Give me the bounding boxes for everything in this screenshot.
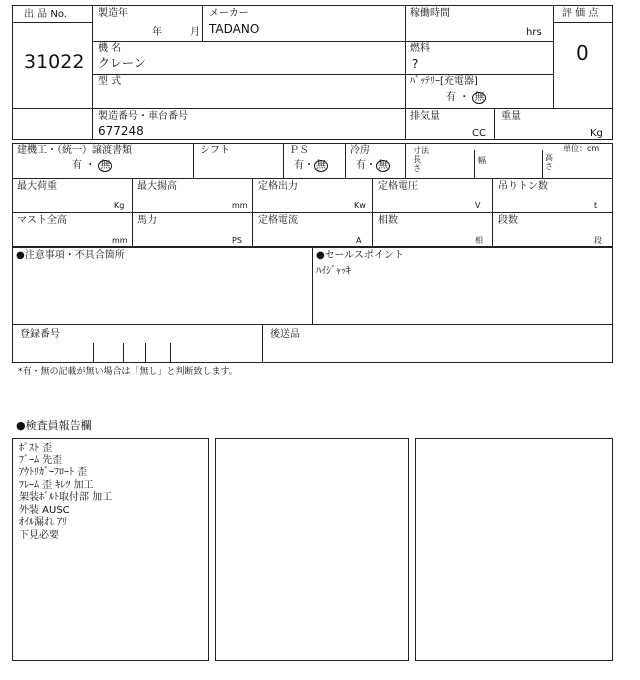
rated-voltage-unit: V [475, 201, 481, 210]
horsepower-label: 馬力 [137, 215, 157, 226]
inspector-line: 外装 AUSC [19, 505, 70, 516]
maker-value: TADANO [209, 22, 260, 36]
model-name-label: 機 名 [98, 43, 122, 54]
rating-label: 評 価 点 [562, 8, 599, 19]
dimensions-label: 寸法 [413, 146, 429, 155]
inspector-line: ﾎﾟｽﾄ 歪 [19, 443, 53, 454]
rated-voltage-label: 定格電圧 [378, 181, 418, 192]
divider [145, 343, 146, 363]
divider [405, 108, 406, 140]
serial-label: 製造番号・車台番号 [98, 111, 188, 122]
dimensions-width: 幅 [478, 156, 486, 165]
inspector-line: 下見必要 [19, 530, 59, 541]
hours-label: 稼働時間 [410, 8, 450, 19]
stages-label: 段数 [498, 215, 518, 226]
stages-unit: 段 [594, 236, 602, 245]
manufacture-month-unit: 月 [190, 27, 200, 38]
divider [170, 343, 171, 363]
divider [494, 108, 495, 140]
fuel-label: 燃料 [410, 43, 430, 54]
mast-height-label: マスト全高 [17, 215, 67, 226]
divider [405, 143, 406, 178]
notes-label: ●注意事項・不具合箇所 [16, 250, 125, 261]
displacement-label: 排気量 [410, 111, 440, 122]
battery-label: ﾊﾞｯﾃﾘｰ[充電器] [410, 76, 478, 87]
divider [252, 178, 253, 247]
ac-no-circled: 無 [378, 160, 388, 171]
ps-label: ＰＳ [289, 145, 309, 156]
divider [405, 5, 406, 108]
dimensions-unit-note: 単位：cm [563, 144, 600, 153]
mast-height-unit: mm [112, 236, 128, 245]
divider [92, 74, 553, 75]
ac-options [356, 160, 390, 172]
ac-yes: 有 [356, 160, 366, 171]
max-load-unit: Kg [114, 201, 125, 210]
divider [345, 143, 346, 178]
max-load-label: 最大荷重 [17, 181, 57, 192]
ps-no-circled: 無 [316, 160, 326, 171]
battery-yes: 有 [446, 92, 456, 103]
divider [132, 178, 133, 247]
sales-value: ﾊｲｼﾞｬｯｷ [316, 266, 351, 277]
rated-current-label: 定格電流 [258, 215, 298, 226]
shipping-label: 後送品 [270, 329, 300, 340]
divider [553, 5, 554, 108]
battery-no-circled: 無 [474, 92, 485, 103]
dimensions-length: 長さ [413, 155, 421, 173]
battery-options [446, 92, 486, 104]
hours-unit: hrs [526, 27, 542, 38]
fuel-value: ? [412, 57, 419, 71]
weight-label: 重量 [501, 111, 521, 122]
ac-dot: ・ [366, 160, 376, 171]
ac-label: 冷房 [350, 145, 370, 156]
inspector-line: ｱｳﾄﾘｶﾞｰﾌﾛｰﾄ 歪 [19, 467, 88, 478]
divider [283, 143, 284, 178]
divider [92, 5, 93, 108]
rated-current-unit: A [356, 236, 362, 245]
divider [92, 41, 553, 42]
ps-yes: 有 [294, 160, 304, 171]
phase-unit: 相 [475, 236, 483, 245]
manufacture-label: 製造年 [98, 8, 128, 19]
manufacture-year-unit: 年 [152, 27, 162, 38]
divider [12, 178, 613, 179]
ps-dot: ・ [304, 160, 314, 171]
dimensions-height: 高さ [545, 153, 553, 171]
divider [262, 324, 263, 363]
transfer-doc-label: 建機工・（統一）譲渡書類 [17, 145, 132, 156]
lift-tonnage-label: 吊りトン数 [498, 181, 548, 192]
divider [93, 343, 94, 363]
divider [123, 343, 124, 363]
rated-output-label: 定格出力 [258, 181, 298, 192]
transfer-doc-no-circled: 無 [100, 160, 111, 171]
inspector-line: ｵｲﾙ漏れ ｱﾘ [19, 517, 68, 528]
transfer-doc-yes: 有 [72, 160, 82, 171]
divider [12, 22, 92, 23]
max-lift-height-unit: mm [232, 201, 248, 210]
spec-frame [12, 143, 613, 247]
maker-label: メーカー [209, 8, 249, 19]
divider [92, 108, 93, 140]
shift-label: シフト [200, 145, 230, 156]
battery-dot: ・ [459, 92, 470, 103]
displacement-unit: CC [472, 128, 486, 139]
lot-label: 出 品 No. [24, 9, 67, 20]
model-name-value: クレーン [98, 56, 146, 70]
model-type-label: 型 式 [98, 76, 122, 87]
max-lift-height-label: 最大揚高 [137, 181, 177, 192]
rated-output-unit: Kw [354, 201, 366, 210]
transfer-doc-options [72, 160, 112, 172]
divider [12, 324, 613, 325]
ps-options [294, 160, 328, 172]
serial-value: 677248 [98, 124, 144, 138]
inspector-title: ●検査員報告欄 [16, 419, 92, 432]
divider [12, 108, 613, 109]
inspector-line: 架装ﾎﾞﾙﾄ取付部 加工 [19, 492, 113, 503]
sales-label: ●セールスポイント [316, 250, 404, 261]
divider [312, 247, 313, 324]
divider [553, 22, 613, 23]
transfer-doc-dot: ・ [85, 160, 96, 171]
horsepower-unit: PS [232, 236, 242, 245]
rating-value: 0 [576, 41, 589, 65]
divider [492, 178, 493, 247]
phase-label: 相数 [378, 215, 398, 226]
divider [193, 143, 194, 178]
divider [12, 212, 613, 213]
inspector-box-3 [415, 438, 613, 661]
inspector-line: ﾌﾞｰﾑ 先歪 [19, 455, 63, 466]
weight-unit: Kg [590, 128, 603, 139]
footnote: *有・無の記載が無い場合は「無し」と判断致します。 [18, 367, 238, 377]
divider [474, 150, 475, 178]
registration-label: 登録番号 [20, 329, 60, 340]
inspector-line: ﾌﾚｰﾑ 歪 ｷﾚﾂ 加工 [19, 480, 94, 491]
lift-tonnage-unit: t [594, 201, 598, 210]
divider [202, 5, 203, 41]
divider [542, 150, 543, 178]
divider [372, 178, 373, 247]
lot-number: 31022 [24, 51, 85, 73]
inspector-box-2 [215, 438, 409, 661]
